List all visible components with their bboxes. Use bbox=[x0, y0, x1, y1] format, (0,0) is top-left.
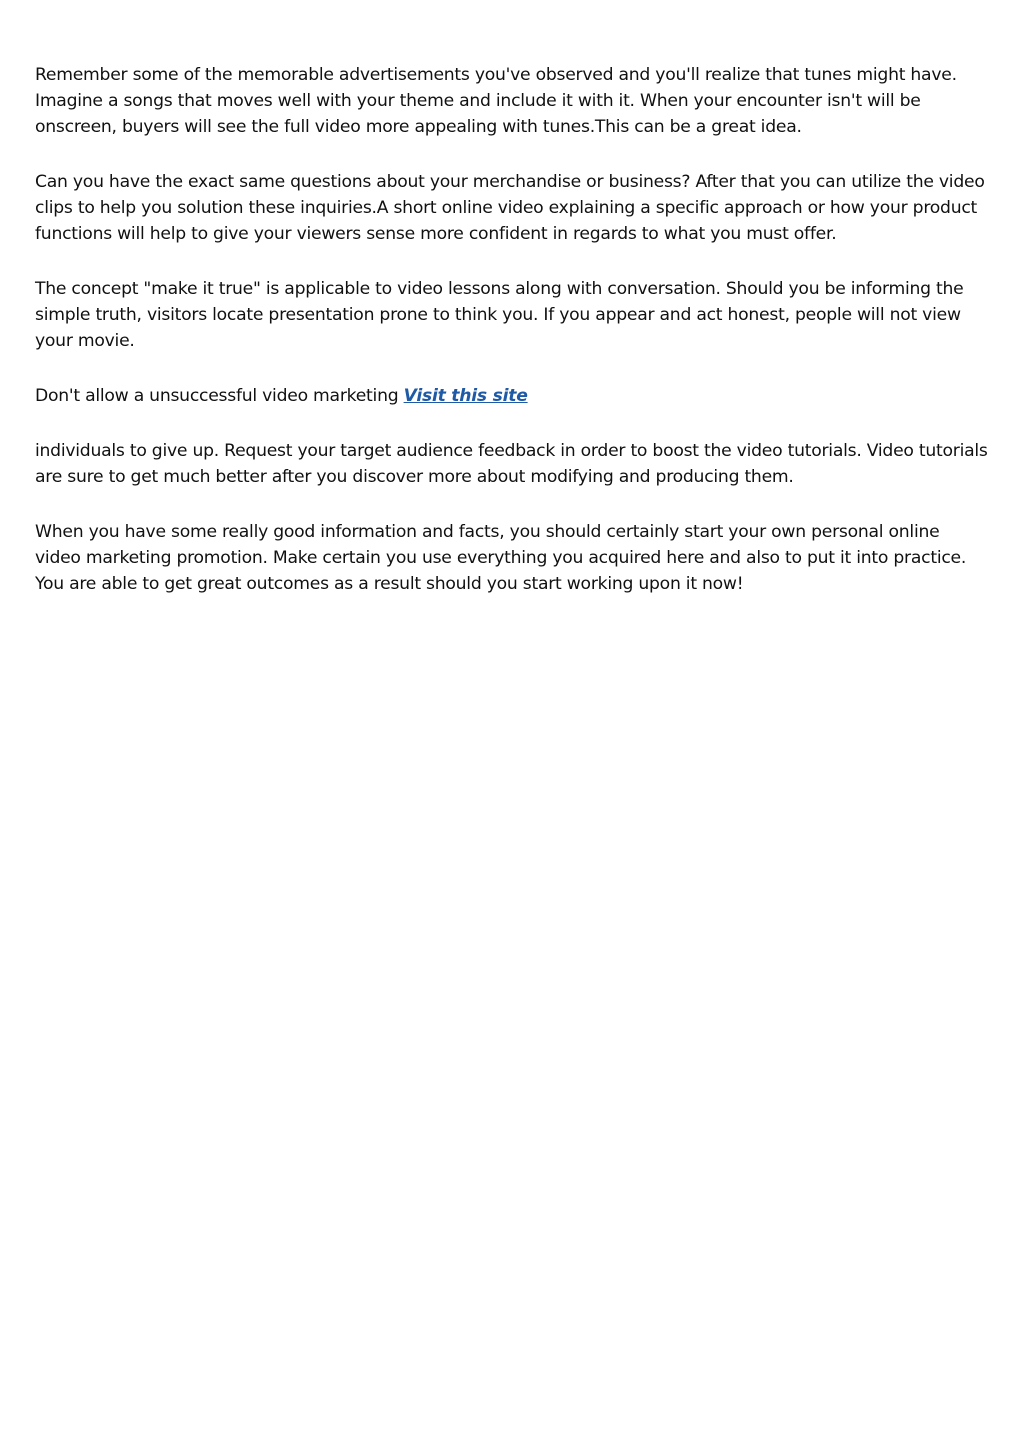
paragraph-4-text: Don't allow a unsuccessful video marketing bbox=[35, 386, 404, 406]
visit-site-link[interactable]: Visit this site bbox=[403, 386, 528, 406]
paragraph-1: Remember some of the memorable advertisements you've observed and you'll realize that tunes might have. Imagine a songs that moves well with your theme and include it with it. When your encounter isn't will be onscreen, buyers will see the full video more appealing with tunes.This can be a great idea. bbox=[35, 65, 957, 137]
paragraph-5: individuals to give up. Request your target audience feedback in order to boost the video tutorials. Video tutorials are sure to get much better after you discover more about modifying and producing them. bbox=[35, 441, 988, 487]
paragraph-2: Can you have the exact same questions about your merchandise or business? After that you can utilize the video clips to help you solution these inquiries.A short online video explaining a specific approach or how your product functions will help to give your viewers sense more confident in regards to what you must offer. bbox=[35, 172, 985, 244]
document-body bbox=[35, 62, 990, 626]
paragraph-6: When you have some really good information and facts, you should certainly start your own personal online video marketing promotion. Make certain you use everything you acquired here and also to put it into practice. You are able to get great outcomes as a result should you start working upon it now! bbox=[35, 522, 967, 594]
paragraph-3: The concept "make it true" is applicable to video lessons along with conversation. Should you be informing the simple truth, visitors locate presentation prone to think you. If you appear and act honest, people will not view your movie. bbox=[35, 279, 964, 351]
paragraph-4 bbox=[35, 383, 990, 409]
